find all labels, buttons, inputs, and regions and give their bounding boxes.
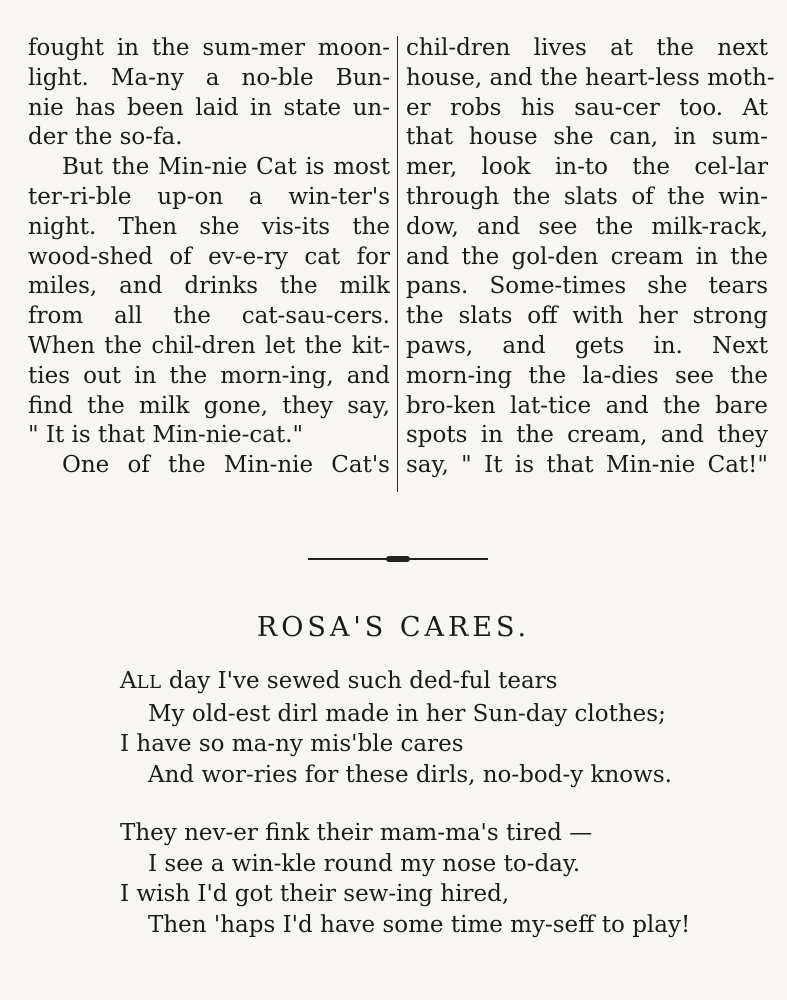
column-divider <box>397 36 398 492</box>
paragraph-line: dow, and see the milk-rack, <box>406 213 768 240</box>
paragraph-line: morn-ing the la-dies see the <box>406 362 768 389</box>
paragraph-line: pans. Some-times she tears <box>406 273 768 300</box>
right-column <box>406 34 775 481</box>
paragraph-line: er robs his sau-cer too. At <box>406 94 768 121</box>
poem-line: My old-est dirl made in her Sun-day clothes; <box>148 700 666 727</box>
paragraph-line: light. Ma-ny a no-ble Bun- <box>28 64 390 91</box>
paragraph-line: and the gol-den cream in the <box>406 243 768 270</box>
paragraph-line: But the Min-nie Cat is most <box>62 154 390 181</box>
paragraph-line: spots in the cream, and they <box>406 422 768 449</box>
poem-line: They nev-er fink their mam-ma's tired — <box>120 820 593 846</box>
poem-line: Then 'haps I'd have some time my-seff to play! <box>148 911 691 938</box>
paragraph-line: When the chil-dren let the kit- <box>28 332 390 359</box>
section-divider-ornament <box>308 556 488 562</box>
paragraph-line: wood-shed of ev-e-ry cat for <box>28 243 390 270</box>
paragraph-line: bro-ken lat-tice and the bare <box>406 392 768 419</box>
poem-body <box>120 666 740 968</box>
drop-cap: A <box>120 668 137 694</box>
poem-title: ROSA'S CARES. <box>256 612 531 643</box>
paragraph-line: paws, and gets in. Next <box>406 332 768 359</box>
poem-line: I see a win-kle round my nose to-day. <box>148 850 581 877</box>
two-column-text <box>28 34 775 494</box>
poem-line: I wish I'd got their sew-ing hired, <box>120 881 510 907</box>
paragraph-line: ties out in the morn-ing, and <box>28 362 390 389</box>
stanza-1 <box>120 666 740 790</box>
paragraph-line: from all the cat-sau-cers. <box>28 303 390 330</box>
paragraph-line: find the milk gone, they say, <box>28 392 390 419</box>
paragraph-line: One of the Min-nie Cat's <box>62 452 390 479</box>
divider-ornament <box>386 556 410 562</box>
poem-line: I have so ma-ny mis'ble cares <box>120 731 464 757</box>
paragraph-line: fought in the sum-mer moon- <box>28 35 390 61</box>
paragraph-line: mer, look in-to the cel-lar <box>406 154 768 181</box>
paragraph-line: through the slats of the win- <box>406 183 768 210</box>
paragraph-line: say, " It is that Min-nie Cat!" <box>406 452 768 479</box>
paragraph-line: miles, and drinks the milk <box>28 273 390 300</box>
small-caps-word: LL <box>136 672 162 693</box>
stanza-2 <box>120 818 740 940</box>
paragraph-line: der the so-fa. <box>28 124 183 151</box>
paragraph-line: nie has been laid in state un- <box>28 94 390 121</box>
paragraph-line: " It is that Min-nie-cat." <box>28 422 304 449</box>
left-column <box>28 34 390 481</box>
paragraph-line: ter-ri-ble up-on a win-ter's <box>28 183 390 210</box>
poem-line <box>120 666 740 699</box>
paragraph-line: that house she can, in sum- <box>406 124 768 151</box>
poem-line-text: day I've sewed such ded-ful tears <box>161 668 558 694</box>
poem-line: And wor-ries for these dirls, no-bod-y knows. <box>148 761 672 788</box>
paragraph-line: the slats off with her strong <box>406 303 768 330</box>
paragraph-line: chil-dren lives at the next <box>406 35 768 61</box>
paragraph-line: house, and the heart-less moth- <box>406 64 775 91</box>
paragraph-line: night. Then she vis-its the <box>28 213 390 240</box>
